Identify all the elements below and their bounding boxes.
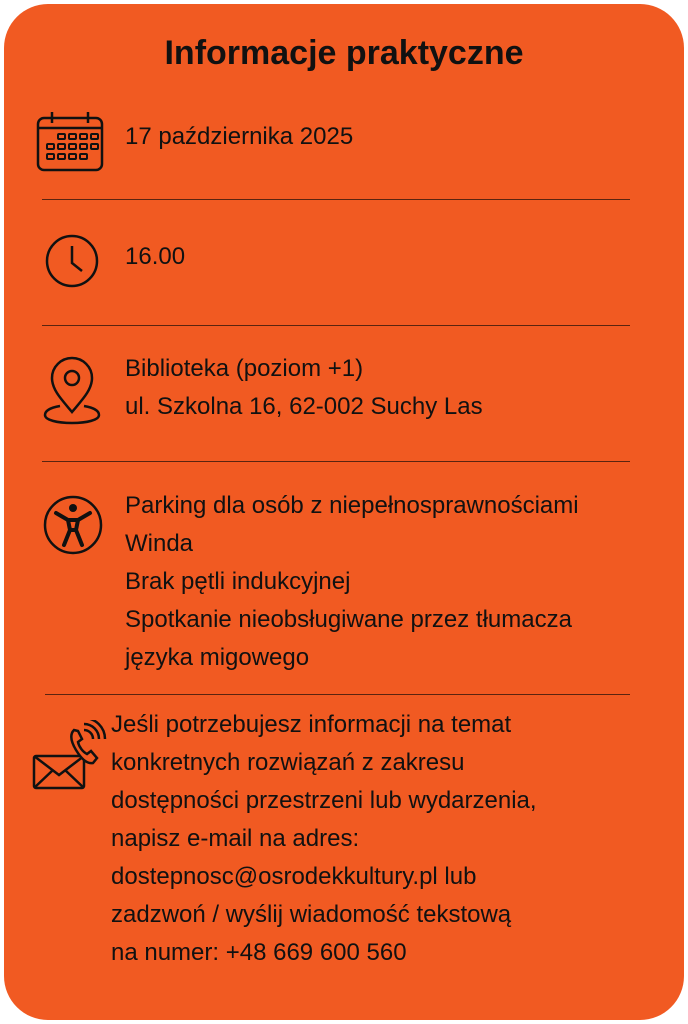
calendar-icon: [36, 110, 104, 172]
page-title: Informacje praktyczne: [164, 34, 524, 72]
contact-email-line: dostepnosc@osrodekkultury.pl lub: [111, 863, 477, 890]
event-location: Biblioteka (poziom +1) ul. Szkolna 16, 62-002 Suchy Las: [125, 355, 483, 420]
event-time: 16.00: [125, 243, 186, 270]
divider: [42, 325, 630, 326]
accessibility-info: Parking dla osób z niepełnosprawnościami Winda Brak pętli indukcyjnej Spotkanie nieobsługiwane przez tłumacza języka migowego: [125, 492, 579, 671]
mail-phone-icon: [32, 720, 122, 792]
location-pin-icon: [42, 356, 102, 426]
divider: [42, 461, 630, 462]
divider: [42, 199, 630, 200]
accessibility-icon: [42, 494, 104, 556]
contact-phone-line: na numer: +48 669 600 560: [111, 939, 407, 966]
clock-icon: [44, 233, 100, 289]
event-date: 17 października 2025: [125, 123, 354, 150]
info-card: [4, 4, 684, 1020]
divider: [45, 694, 630, 695]
contact-info: Jeśli potrzebujesz informacji na temat konkretnych rozwiązań z zakresu dostępności przestrzeni lub wydarzenia, napisz e-mail na adres: dostepnosc@osrodekkultury.pl lub zadzwoń / wyślij wiadomość tekstową na numer: +48 669 600 560: [111, 706, 537, 972]
